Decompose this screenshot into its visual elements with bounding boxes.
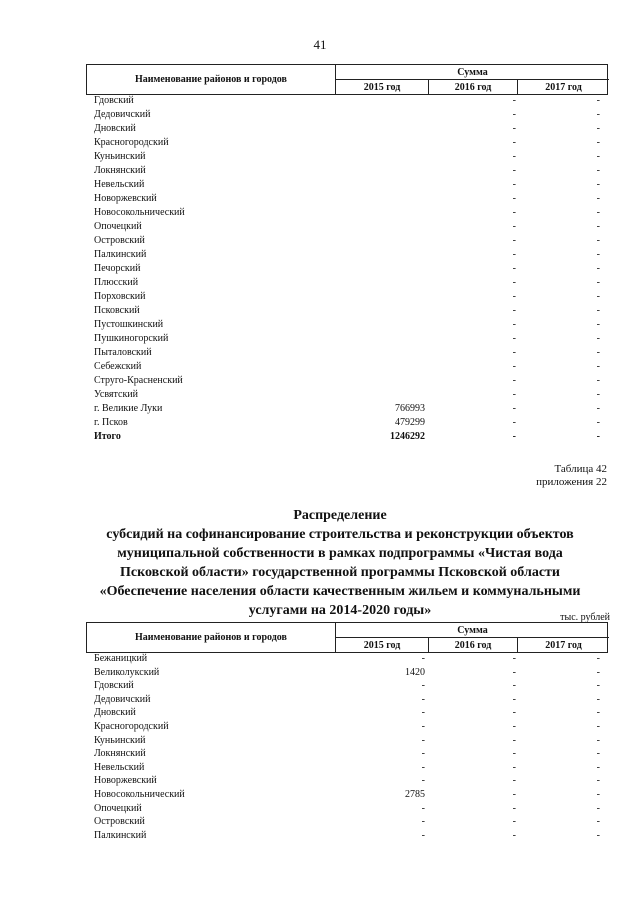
cell-2016: - bbox=[512, 263, 516, 274]
row-name: Плюсский bbox=[94, 277, 139, 288]
cell-2015: - bbox=[421, 802, 425, 814]
header-2016: 2016 год bbox=[429, 638, 518, 652]
table-row bbox=[86, 151, 608, 165]
table-row bbox=[86, 707, 608, 721]
cell-2017: - bbox=[596, 333, 600, 344]
header-name: Наименование районов и городов bbox=[87, 623, 336, 652]
table-row bbox=[86, 789, 608, 803]
row-name: Новосокольнический bbox=[94, 207, 185, 218]
cell-2015: - bbox=[421, 775, 425, 787]
cell-2017: - bbox=[596, 788, 600, 800]
table-row bbox=[86, 347, 608, 361]
cell-2016: - bbox=[512, 221, 516, 232]
header-2017: 2017 год bbox=[545, 81, 582, 93]
cell-2016: - bbox=[512, 305, 516, 316]
row-name: Опочецкий bbox=[94, 221, 142, 232]
cell-2015: - bbox=[421, 748, 425, 760]
header-sum: Сумма bbox=[336, 623, 609, 638]
cell-2017: - bbox=[596, 693, 600, 705]
cell-2017: - bbox=[596, 137, 600, 148]
table-caption bbox=[536, 463, 607, 489]
table-body bbox=[86, 653, 608, 843]
header-2015: 2015 год bbox=[336, 80, 429, 94]
total-row bbox=[86, 431, 608, 445]
title-line: Распределение bbox=[293, 508, 387, 523]
cell-2017: - bbox=[596, 151, 600, 162]
cell-2017: - bbox=[596, 95, 600, 106]
table-row bbox=[86, 277, 608, 291]
header-name: Наименование районов и городов bbox=[87, 65, 336, 94]
cell-2016: - bbox=[512, 788, 516, 800]
table-row bbox=[86, 221, 608, 235]
table-row bbox=[86, 263, 608, 277]
row-name: Куньинский bbox=[94, 151, 146, 162]
header-2015: 2015 год bbox=[336, 638, 429, 652]
table-body bbox=[86, 95, 608, 431]
table-row bbox=[86, 375, 608, 389]
row-name: Невельский bbox=[94, 179, 145, 190]
row-name: Дновский bbox=[94, 123, 136, 134]
row-name: Новосокольнический bbox=[94, 788, 185, 800]
cell-2017: - bbox=[596, 193, 600, 204]
section-title bbox=[70, 506, 610, 620]
cell-2017: - bbox=[596, 179, 600, 190]
cell-2016: - bbox=[512, 347, 516, 358]
cell-2016: - bbox=[512, 137, 516, 148]
table-row bbox=[86, 417, 608, 431]
row-name: Новоржевский bbox=[94, 775, 157, 787]
cell-2017: - bbox=[596, 707, 600, 719]
row-name: Куньинский bbox=[94, 734, 146, 746]
cell-2017: - bbox=[596, 734, 600, 746]
table-2 bbox=[86, 622, 608, 843]
cell-2017: - bbox=[596, 653, 600, 664]
cell-2015: 2785 bbox=[405, 788, 425, 800]
title-line: муниципальной собственности в рамках подпрограммы «Чистая вода bbox=[117, 546, 563, 561]
row-name: Локнянский bbox=[94, 748, 146, 760]
row-name: Гдовский bbox=[94, 95, 134, 106]
table-row bbox=[86, 680, 608, 694]
cell-2017: - bbox=[596, 319, 600, 330]
cell-2016: - bbox=[512, 249, 516, 260]
cell-2017: - bbox=[596, 775, 600, 787]
row-name: Гдовский bbox=[94, 680, 134, 692]
cell-2017: - bbox=[596, 802, 600, 814]
cell-2017: - bbox=[596, 291, 600, 302]
row-name: Дедовичский bbox=[94, 693, 151, 705]
header-2017: 2017 год bbox=[545, 639, 582, 651]
table-row bbox=[86, 249, 608, 263]
cell-2017: - bbox=[596, 761, 600, 773]
row-name: Печорский bbox=[94, 263, 141, 274]
cell-2017: - bbox=[596, 375, 600, 386]
title-line: Псковской области» государственной программы Псковской области bbox=[120, 565, 560, 580]
table-row bbox=[86, 207, 608, 221]
cell-2016: - bbox=[512, 816, 516, 828]
table-row bbox=[86, 123, 608, 137]
row-name: Локнянский bbox=[94, 165, 146, 176]
table-row bbox=[86, 403, 608, 417]
cell-2016: - bbox=[512, 389, 516, 400]
cell-2017: - bbox=[596, 305, 600, 316]
title-line: субсидий на софинансирование строительства и реконструкции объектов bbox=[106, 527, 574, 542]
table-header bbox=[86, 64, 608, 95]
table-row bbox=[86, 694, 608, 708]
cell-2016: - bbox=[512, 720, 516, 732]
table-row bbox=[86, 762, 608, 776]
table-row bbox=[86, 361, 608, 375]
cell-2015: 1420 bbox=[405, 666, 425, 678]
row-name: Пушкиногорский bbox=[94, 333, 169, 344]
table-row bbox=[86, 735, 608, 749]
row-name: г. Псков bbox=[94, 417, 128, 428]
cell-2016: - bbox=[512, 95, 516, 106]
table-header bbox=[86, 622, 608, 653]
total-2016: - bbox=[512, 431, 516, 442]
table-1 bbox=[86, 64, 608, 445]
cell-2016: - bbox=[512, 123, 516, 134]
cell-2015: - bbox=[421, 761, 425, 773]
cell-2017: - bbox=[596, 748, 600, 760]
total-2017: - bbox=[596, 431, 600, 442]
cell-2017: - bbox=[596, 165, 600, 176]
table-row bbox=[86, 305, 608, 319]
cell-2017: - bbox=[596, 403, 600, 414]
cell-2016: - bbox=[512, 361, 516, 372]
cell-2017: - bbox=[596, 347, 600, 358]
row-name: Бежаницкий bbox=[94, 653, 148, 664]
cell-2016: - bbox=[512, 277, 516, 288]
caption-line-1: Таблица 42 bbox=[554, 463, 607, 475]
table-row bbox=[86, 816, 608, 830]
table-row bbox=[86, 653, 608, 667]
cell-2017: - bbox=[596, 221, 600, 232]
cell-2017: - bbox=[596, 277, 600, 288]
row-name: Островский bbox=[94, 235, 145, 246]
cell-2015: 479299 bbox=[395, 417, 425, 428]
cell-2017: - bbox=[596, 829, 600, 841]
cell-2017: - bbox=[596, 235, 600, 246]
cell-2016: - bbox=[512, 403, 516, 414]
cell-2017: - bbox=[596, 720, 600, 732]
cell-2016: - bbox=[512, 109, 516, 120]
row-name: Псковский bbox=[94, 305, 140, 316]
table-row bbox=[86, 721, 608, 735]
cell-2016: - bbox=[512, 775, 516, 787]
row-name: Усвятский bbox=[94, 389, 138, 400]
row-name: Палкинский bbox=[94, 829, 147, 841]
table-row bbox=[86, 748, 608, 762]
cell-2017: - bbox=[596, 109, 600, 120]
row-name: Дедовичский bbox=[94, 109, 151, 120]
cell-2016: - bbox=[512, 707, 516, 719]
row-name: Великолукский bbox=[94, 666, 160, 678]
title-line: услугами на 2014-2020 годы» bbox=[248, 603, 432, 618]
cell-2016: - bbox=[512, 829, 516, 841]
row-name: Красногородский bbox=[94, 137, 169, 148]
cell-2016: - bbox=[512, 207, 516, 218]
table-row bbox=[86, 109, 608, 123]
cell-2016: - bbox=[512, 748, 516, 760]
cell-2016: - bbox=[512, 375, 516, 386]
cell-2016: - bbox=[512, 333, 516, 344]
cell-2015: 766993 bbox=[395, 403, 425, 414]
cell-2016: - bbox=[512, 680, 516, 692]
cell-2017: - bbox=[596, 263, 600, 274]
row-name: Пустошкинский bbox=[94, 319, 164, 330]
row-name: Пыталовский bbox=[94, 347, 152, 358]
table-row bbox=[86, 333, 608, 347]
cell-2015: - bbox=[421, 680, 425, 692]
table-row bbox=[86, 319, 608, 333]
cell-2017: - bbox=[596, 666, 600, 678]
row-name: Островский bbox=[94, 816, 145, 828]
cell-2015: - bbox=[421, 734, 425, 746]
cell-2017: - bbox=[596, 361, 600, 372]
cell-2015: - bbox=[421, 707, 425, 719]
row-name: Новоржевский bbox=[94, 193, 157, 204]
row-name: Опочецкий bbox=[94, 802, 142, 814]
table-row bbox=[86, 830, 608, 844]
cell-2017: - bbox=[596, 417, 600, 428]
cell-2016: - bbox=[512, 734, 516, 746]
total-label: Итого bbox=[94, 431, 121, 442]
table-row bbox=[86, 235, 608, 249]
cell-2016: - bbox=[512, 151, 516, 162]
cell-2015: - bbox=[421, 693, 425, 705]
cell-2017: - bbox=[596, 207, 600, 218]
header-sum: Сумма bbox=[336, 65, 609, 80]
cell-2016: - bbox=[512, 319, 516, 330]
cell-2016: - bbox=[512, 165, 516, 176]
caption-line-2: приложения 22 bbox=[536, 476, 607, 488]
row-name: Красногородский bbox=[94, 720, 169, 732]
table-row bbox=[86, 179, 608, 193]
cell-2017: - bbox=[596, 123, 600, 134]
page-number: 41 bbox=[313, 37, 327, 52]
cell-2017: - bbox=[596, 680, 600, 692]
header-2016: 2016 год bbox=[429, 80, 518, 94]
cell-2016: - bbox=[512, 193, 516, 204]
cell-2016: - bbox=[512, 761, 516, 773]
table-row bbox=[86, 193, 608, 207]
table-row bbox=[86, 165, 608, 179]
row-name: Палкинский bbox=[94, 249, 147, 260]
cell-2016: - bbox=[512, 653, 516, 664]
title-line: «Обеспечение населения области качественным жильем и коммунальными bbox=[99, 584, 581, 599]
table-row bbox=[86, 775, 608, 789]
table-row bbox=[86, 389, 608, 403]
row-name: Струго-Красненский bbox=[94, 375, 183, 386]
cell-2015: - bbox=[421, 816, 425, 828]
table-row bbox=[86, 803, 608, 817]
cell-2017: - bbox=[596, 816, 600, 828]
table-row bbox=[86, 291, 608, 305]
cell-2017: - bbox=[596, 249, 600, 260]
row-name: Дновский bbox=[94, 707, 136, 719]
cell-2015: - bbox=[421, 720, 425, 732]
row-name: Порховский bbox=[94, 291, 146, 302]
cell-2015: - bbox=[421, 653, 425, 664]
total-2015: 1246292 bbox=[390, 431, 425, 442]
cell-2015: - bbox=[421, 829, 425, 841]
row-name: г. Великие Луки bbox=[94, 403, 163, 414]
cell-2016: - bbox=[512, 802, 516, 814]
table-row bbox=[86, 95, 608, 109]
cell-2016: - bbox=[512, 179, 516, 190]
cell-2016: - bbox=[512, 666, 516, 678]
cell-2016: - bbox=[512, 693, 516, 705]
cell-2016: - bbox=[512, 291, 516, 302]
cell-2017: - bbox=[596, 389, 600, 400]
cell-2016: - bbox=[512, 417, 516, 428]
row-name: Себежский bbox=[94, 361, 142, 372]
units-label: тыс. рублей bbox=[560, 612, 610, 623]
row-name: Невельский bbox=[94, 761, 145, 773]
table-row bbox=[86, 137, 608, 151]
table-row bbox=[86, 667, 608, 681]
cell-2016: - bbox=[512, 235, 516, 246]
